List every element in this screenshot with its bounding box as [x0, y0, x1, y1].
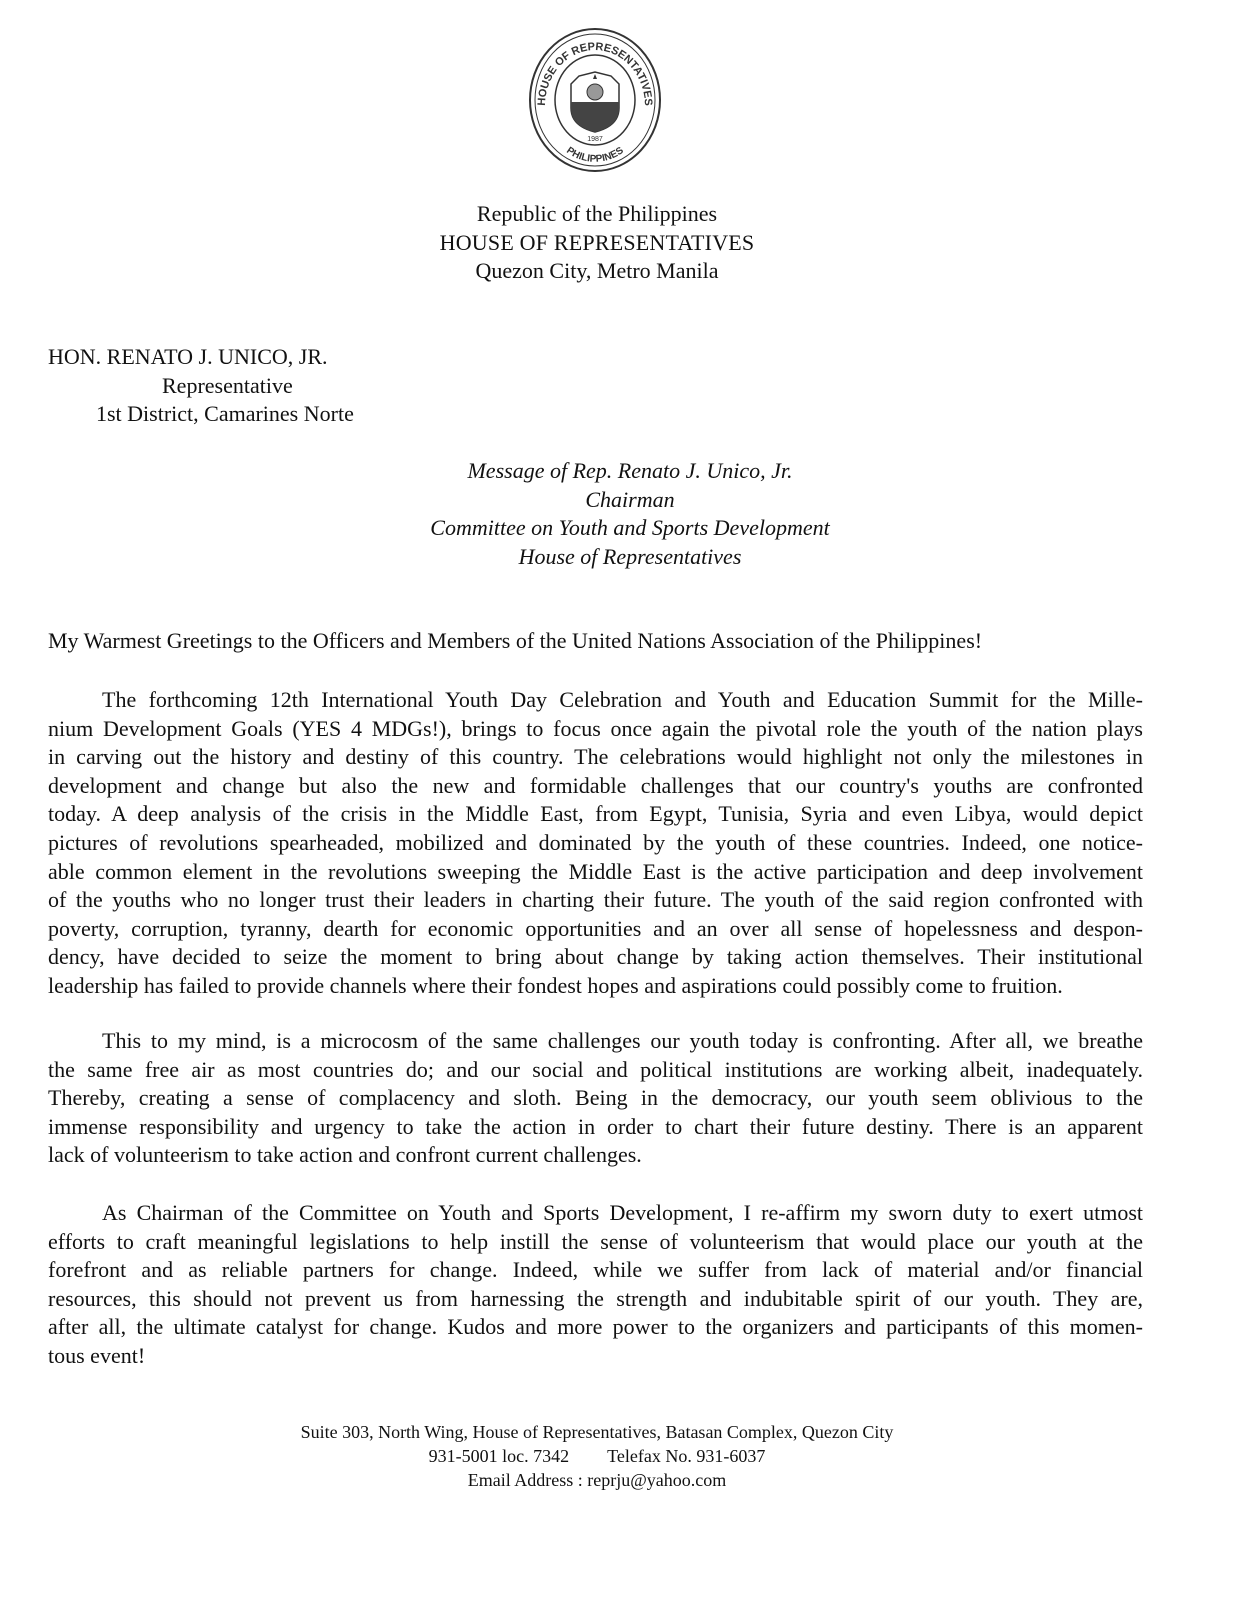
message-line: Chairman [585, 486, 675, 512]
paragraph-line: able common element in the revolutions sweeping the Middle East is the active participation and deep involvement [48, 858, 1143, 884]
body-paragraph-2 [48, 1027, 1143, 1170]
paragraph-line: tous event! [48, 1342, 146, 1368]
message-heading [380, 457, 880, 572]
message-line: Message of Rep. Renato J. Unico, Jr. [467, 458, 793, 483]
message-line: House of Representatives [518, 544, 742, 570]
paragraph-line: immense responsibility and urgency to take the action in order to chart their future destiny. There is an apparent [48, 1113, 1143, 1139]
sender-title: Representative [162, 372, 293, 398]
footer-telefax: Telefax No. 931-6037 [607, 1446, 766, 1466]
message-line: Committee on Youth and Sports Development [430, 515, 830, 541]
footer-email: Email Address : reprju@yahoo.com [467, 1470, 727, 1490]
letterhead-house: HOUSE OF REPRESENTATIVES [439, 229, 755, 255]
paragraph-line: leadership has failed to provide channels where their fondest hopes and aspirations could possibly come to fruition. [48, 972, 1063, 998]
sender-block [48, 343, 354, 429]
letterhead-republic: Republic of the Philippines [476, 201, 718, 226]
paragraph-line: As Chairman of the Committee on Youth and Sports Development, I re-affirm my sworn duty to exert utmost [102, 1200, 1143, 1225]
paragraph-line: forefront and as reliable partners for change. Indeed, while we suffer from lack of material and/or financial [48, 1257, 1143, 1283]
footer-phone: 931-5001 loc. 7342 [428, 1446, 570, 1466]
body-paragraph-3 [48, 1199, 1143, 1371]
footer-contact [200, 1420, 994, 1492]
paragraph-line: lack of volunteerism to take action and confront current challenges. [48, 1142, 642, 1168]
sender-district: 1st District, Camarines Norte [96, 401, 354, 426]
svg-text:HOUSE OF REPRESENTATIVES: HOUSE OF REPRESENTATIVES [535, 40, 655, 107]
letterhead-location: Quezon City, Metro Manila [475, 258, 719, 283]
svg-text:PHILIPPINES: PHILIPPINES [564, 145, 626, 165]
paragraph-line: of the youths who no longer trust their leaders in charting their future. The youth of the said region confronted with [48, 887, 1143, 913]
paragraph-line: after all, the ultimate catalyst for change. Kudos and more power to the organizers and participants of this momen- [48, 1314, 1143, 1340]
paragraph-line: pictures of revolutions spearheaded, mobilized and dominated by the youth of these countries. Indeed, one notice- [48, 829, 1143, 855]
paragraph-line: development and change but also the new and formidable challenges that our country's youths are confronted [48, 772, 1143, 798]
paragraph-line: nium Development Goals (YES 4 MDGs!), brings to focus once again the pivotal role the youth of the nation plays [48, 715, 1143, 741]
paragraph-line: in carving out the history and destiny of this country. The celebrations would highlight not only the milestones in [48, 744, 1143, 770]
paragraph-line: dency, have decided to seize the moment to bring about change by taking action themselves. Their institutional [48, 944, 1143, 970]
paragraph-line: Thereby, creating a sense of complacency and sloth. Being in the democracy, our youth seem oblivious to the [48, 1085, 1143, 1111]
house-of-representatives-seal [527, 26, 663, 174]
paragraph-line: poverty, corruption, tyranny, dearth for economic opportunities and an over all sense of hopelessness and despon- [48, 915, 1143, 941]
greeting: My Warmest Greetings to the Officers and Members of the United Nations Association of the Philippines! [48, 628, 983, 653]
paragraph-line: efforts to craft meaningful legislations to help instill the sense of volunteerism that would place our youth at the [48, 1228, 1143, 1254]
paragraph-line: The forthcoming 12th International Youth Day Celebration and Youth and Education Summit for the Mille- [102, 687, 1143, 712]
footer-address: Suite 303, North Wing, House of Representatives, Batasan Complex, Quezon City [300, 1422, 894, 1442]
sender-name: HON. RENATO J. UNICO, JR. [48, 344, 328, 369]
letterhead [300, 200, 894, 286]
paragraph-line: the same free air as most countries do; and our social and political institutions are working albeit, inadequately. [48, 1056, 1143, 1082]
paragraph-line: This to my mind, is a microcosm of the same challenges our youth today is confronting. After all, we breathe [102, 1028, 1143, 1053]
body-paragraph-1 [48, 686, 1143, 1001]
svg-text:1987: 1987 [587, 136, 603, 143]
paragraph-line: resources, this should not prevent us from harnessing the strength and indubitable spirit of our youth. They are, [48, 1285, 1143, 1311]
paragraph-line: today. A deep analysis of the crisis in the Middle East, from Egypt, Tunisia, Syria and even Libya, would depict [48, 801, 1143, 827]
